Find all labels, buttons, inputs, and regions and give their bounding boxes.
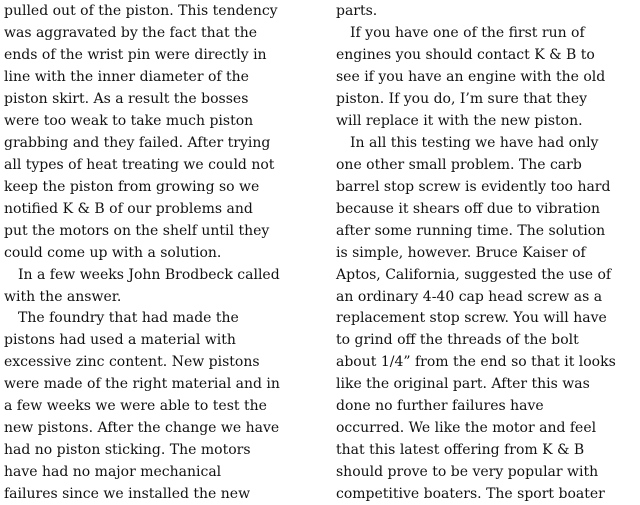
right-column-line: done no further failures have <box>336 398 544 414</box>
right-column-line: If you have one of the first run of <box>350 25 585 41</box>
left-column-line: In a few weeks John Brodbeck called <box>18 267 280 283</box>
left-column-line: with the answer. <box>4 289 122 305</box>
right-column-line: see if you have an engine with the old <box>336 69 606 85</box>
right-column-line: barrel stop screw is evidently too hard <box>336 179 611 195</box>
left-column-line: keep the piston from growing so we <box>4 179 260 195</box>
left-column-line: grabbing and they failed. After trying <box>4 135 271 151</box>
right-column-line: about 1/4” from the end so that it looks <box>336 354 616 370</box>
left-column-line: were made of the right material and in <box>4 376 280 392</box>
left-column-line: could come up with a solution. <box>4 245 222 261</box>
left-column-line: all types of heat treating we could not <box>4 157 275 173</box>
left-column-line: excessive zinc content. New pistons <box>4 354 260 370</box>
right-column-line: like the original part. After this was <box>336 376 590 392</box>
left-column-line: The foundry that had made the <box>18 310 239 326</box>
left-column-line: pistons had used a material with <box>4 332 236 348</box>
left-column-line: have had no major mechanical <box>4 464 222 480</box>
right-column-line: one other small problem. The carb <box>336 157 582 173</box>
left-column-line: notified K & B of our problems and <box>4 201 253 217</box>
right-column-line: will replace it with the new piston. <box>336 113 583 129</box>
right-column-line: piston. If you do, I’m sure that they <box>336 91 588 107</box>
left-column-line: had no piston sticking. The motors <box>4 442 251 458</box>
left-column-line: a few weeks we were able to test the <box>4 398 267 414</box>
right-column-line: In all this testing we have had only <box>350 135 599 151</box>
right-column-line: Aptos, California, suggested the use of <box>336 267 612 283</box>
right-column-line: after some running time. The solution <box>336 223 606 239</box>
left-column-line: new pistons. After the change we have <box>4 420 280 436</box>
right-column-line: that this latest offering from K & B <box>336 442 585 458</box>
right-column-line: replacement stop screw. You will have <box>336 310 607 326</box>
left-column-line: ends of the wrist pin were directly in <box>4 47 267 63</box>
left-column-line: piston skirt. As a result the bosses <box>4 91 249 107</box>
right-column-line: occurred. We like the motor and feel <box>336 420 597 436</box>
right-column-line: parts. <box>336 3 378 19</box>
left-column-line: line with the inner diameter of the <box>4 69 249 85</box>
left-column-line: was aggravated by the fact that the <box>4 25 257 41</box>
right-column-line: an ordinary 4-40 cap head screw as a <box>336 289 603 305</box>
right-column-line: is simple, however. Bruce Kaiser of <box>336 245 586 261</box>
left-column-line: pulled out of the piston. This tendency <box>4 3 278 19</box>
right-column-line: engines you should contact K & B to <box>336 47 595 63</box>
right-column-line: should prove to be very popular with <box>336 464 599 480</box>
left-column-line: put the motors on the shelf until they <box>4 223 270 239</box>
right-column-line: competitive boaters. The sport boater <box>336 486 605 502</box>
left-column-line: failures since we installed the new <box>4 486 251 502</box>
left-column-line: were too weak to take much piston <box>4 113 254 129</box>
right-column-line: to grind off the threads of the bolt <box>336 332 579 348</box>
right-column-line: because it shears off due to vibration <box>336 201 601 217</box>
